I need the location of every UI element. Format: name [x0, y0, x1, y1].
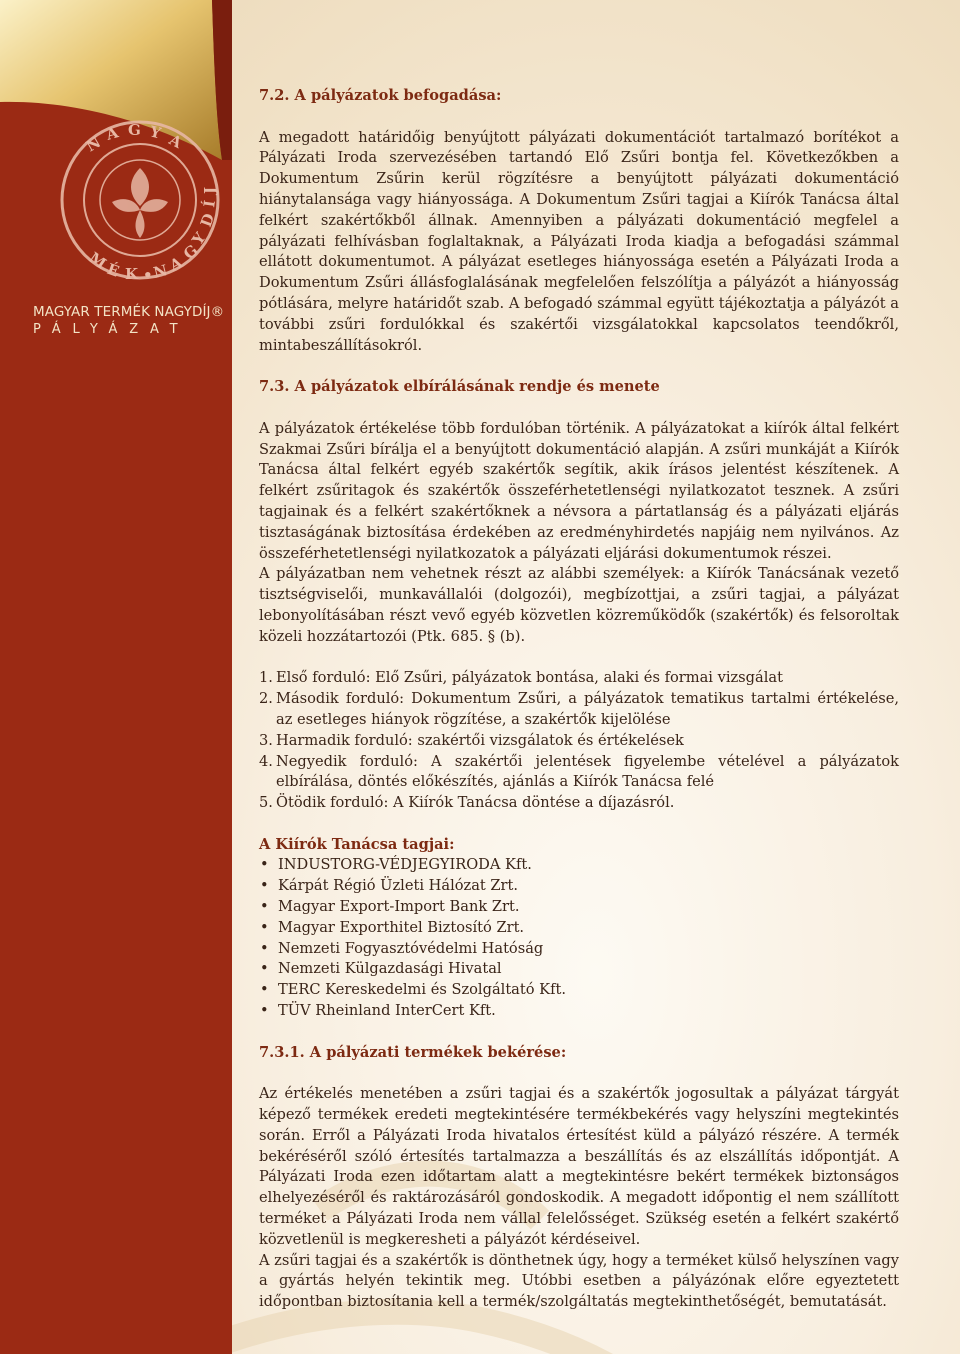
list-item — [259, 731, 899, 752]
svg-text:A: A — [166, 130, 185, 152]
section-7-3-1-heading: 7.3.1. A pályázati termékek bekérése: — [259, 1043, 567, 1061]
section-7-3-paragraph-1: A pályázatok értékelése több fordulóban történik. A pályázatokat a kiírók által felkért Szakmai Zsűri bírálja el a benyújtott dokumentáció alapján. A zsűri munkáját a Kiírók Tanácsa által felkért egyéb szakértők segítik, akik írásos jelentést készítenek. A felkért zsűritagok és szakértők összeférhetetlenségi nyilatkozatot tesznek. A zsűri tagjainak és a felkért szakértőknek a névsora a pártatlanság és a pályázati eljárás tisztaságának biztosítása érdekében az eredményhirdetés napjáig nem nyilvános. Az összeférhetetlenségi nyilatkozatok a pályázati eljárási dokumentumok részei. — [259, 419, 899, 562]
svg-text:G: G — [128, 121, 141, 139]
list-item — [259, 689, 899, 731]
svg-text:A: A — [166, 253, 186, 275]
list-text: Második forduló: Dokumentum Zsűri, a pályázatok tematikus tartalmi értékelése, az esetleges hiányok rögzítése, a szakértők kijelölése — [276, 690, 899, 728]
list-item: • TERC Kereskedelmi és Szolgáltató Kft. — [259, 980, 899, 1001]
list-number: 4. — [259, 752, 273, 770]
svg-text:D: D — [196, 210, 219, 230]
list-item — [259, 752, 899, 794]
list-item: • TÜV Rheinland InterCert Kft. — [259, 1001, 899, 1022]
svg-text:Í: Í — [200, 199, 219, 209]
list-text: Harmadik forduló: szakértői vizsgálatok és értékelések — [276, 731, 684, 749]
section-7-3-1-paragraph-2: A zsűri tagjai és a szakértők is dönthetnek úgy, hogy a terméket külső helyszínen vagy a gyártás helyén tekintik meg. Utóbbi esetben a pályázónak előre egyeztetett időpontban biztosítania kell a termék/szolgáltatás megtekinthetőségét, bemutatását. — [259, 1251, 899, 1311]
list-item: • INDUSTORG-VÉDJEGYIRODA Kft. — [259, 855, 899, 876]
svg-text:A: A — [104, 123, 121, 144]
svg-text:Y: Y — [188, 229, 210, 249]
members-heading: A Kiírók Tanácsa tagjai: — [259, 835, 455, 853]
list-item — [259, 668, 899, 689]
section-7-2-paragraph: A megadott határidőig benyújtott pályázati dokumentációt tartalmazó borítékot a Pályázati Iroda szervezésében tartandó Elő Zsűri bontja fel. Következőkben a Dokumentum Zsűrin kerül rögzítésre a benyújtott pályázati dokumentáció hiánytalansága vagy hiányossága. A Dokumentum Zsűri tagjai a Kiírók Tanácsa által felkért szakértőkből állnak. Amennyiben a pályázati dokumentáció megfelel a pályázati felhívásban foglaltaknak, a Pályázati Iroda kiadja a befogadási számmal ellátott dokumentumot. A pályázat esetleges hiányossága esetén a Pályázati Iroda a Dokumentum Zsűri állásfoglalásának megfelelően felszólítja a pályázót a hiányosság pótlására, melyre határidőt szab. A befogadó számmal együtt tájékoztatja a pályázót a további zsűri fordulókkal és szakértői vizsgálatokkal kapcsolatos teendőkről, mintabeszállításokról. — [259, 128, 899, 354]
members-list — [259, 855, 899, 1021]
brand-name: MAGYAR TERMÉK NAGYDÍJ® — [33, 304, 225, 320]
list-text: Ötödik forduló: A Kiírók Tanácsa döntése a díjazásról. — [276, 794, 675, 812]
svg-text:N: N — [151, 261, 170, 282]
list-item: • Nemzeti Fogyasztóvédelmi Hatóság — [259, 939, 899, 960]
list-text: Negyedik forduló: A szakértői jelentések figyelembe vételével a pályázatok elbírálása, döntés előkészítés, ajánlás a Kiírók Tanácsa felé — [276, 752, 899, 791]
list-item: • Kárpát Régió Üzleti Hálózat Zrt. — [259, 876, 899, 897]
svg-text:M: M — [85, 248, 110, 273]
svg-text:G: G — [180, 241, 202, 264]
list-item: • Magyar Exporthitel Biztosító Zrt. — [259, 918, 899, 939]
brand-logo-text — [33, 304, 223, 337]
list-item: • Magyar Export-Import Bank Zrt. — [259, 897, 899, 918]
list-item: • Nemzeti Külgazdasági Hivatal — [259, 959, 899, 980]
svg-text:J: J — [201, 186, 219, 194]
list-number: 5. — [259, 794, 273, 812]
list-number: 3. — [259, 731, 273, 749]
svg-text:Y: Y — [148, 122, 163, 143]
brand-subtitle: PÁLYÁZAT — [33, 322, 190, 337]
svg-text:É: É — [104, 259, 122, 281]
section-7-3-1-paragraph-1: Az értékelés menetében a zsűri tagjai és a szakértők jogosultak a pályázat tárgyát képező termékek eredeti megtekintésére termékbekérés vagy helyszíni megtekintés során. Erről a Pályázati Iroda hivatalos értesítést küld a pályázó részére. A termék bekéréséről szóló értesítés tartalmazza a beszállítás és az elszállítás időpontját. A Pályázati Iroda ezen időtartam alatt a megtekintésre bekért termékek biztonságos elhelyezéséről és raktározásáról gondoskodik. A megadott időpontig el nem szállított terméket a Pályázati Iroda nem vállal felelősséget. Szükség esetén a felkért szakértő közvetlenül is megkeresheti a pályázót kérdéseivel. — [259, 1085, 899, 1248]
svg-text:K: K — [125, 265, 139, 283]
evaluation-rounds-list — [259, 668, 899, 814]
sidebar — [0, 0, 232, 1354]
list-number: 1. — [259, 669, 273, 687]
section-7-2-heading: 7.2. A pályázatok befogadása: — [259, 87, 502, 104]
list-number: 2. — [259, 690, 273, 708]
svg-text:•: • — [143, 266, 153, 284]
main-content — [259, 86, 899, 1313]
section-7-3-heading: 7.3. A pályázatok elbírálásának rendje és menete — [259, 378, 660, 396]
svg-text:N: N — [83, 133, 104, 156]
magyar-termek-nagydij-seal-icon — [50, 110, 230, 290]
list-text: Első forduló: Elő Zsűri, pályázatok bontása, alaki és formai vizsgálat — [276, 669, 783, 687]
list-item — [259, 793, 899, 814]
section-7-3-paragraph-2: A pályázatban nem vehetnek részt az alábbi személyek: a Kiírók Tanácsának vezető tisztségviselői, munkavállalói (dolgozói), megbízottjai, a zsűri tagjai, a pályázat lebonyolításában részt vevő egyéb közvetlen közreműködők (szakértők) és felsoroltak közeli hozzátartozói (Ptk. 685. § (b). — [259, 565, 899, 645]
